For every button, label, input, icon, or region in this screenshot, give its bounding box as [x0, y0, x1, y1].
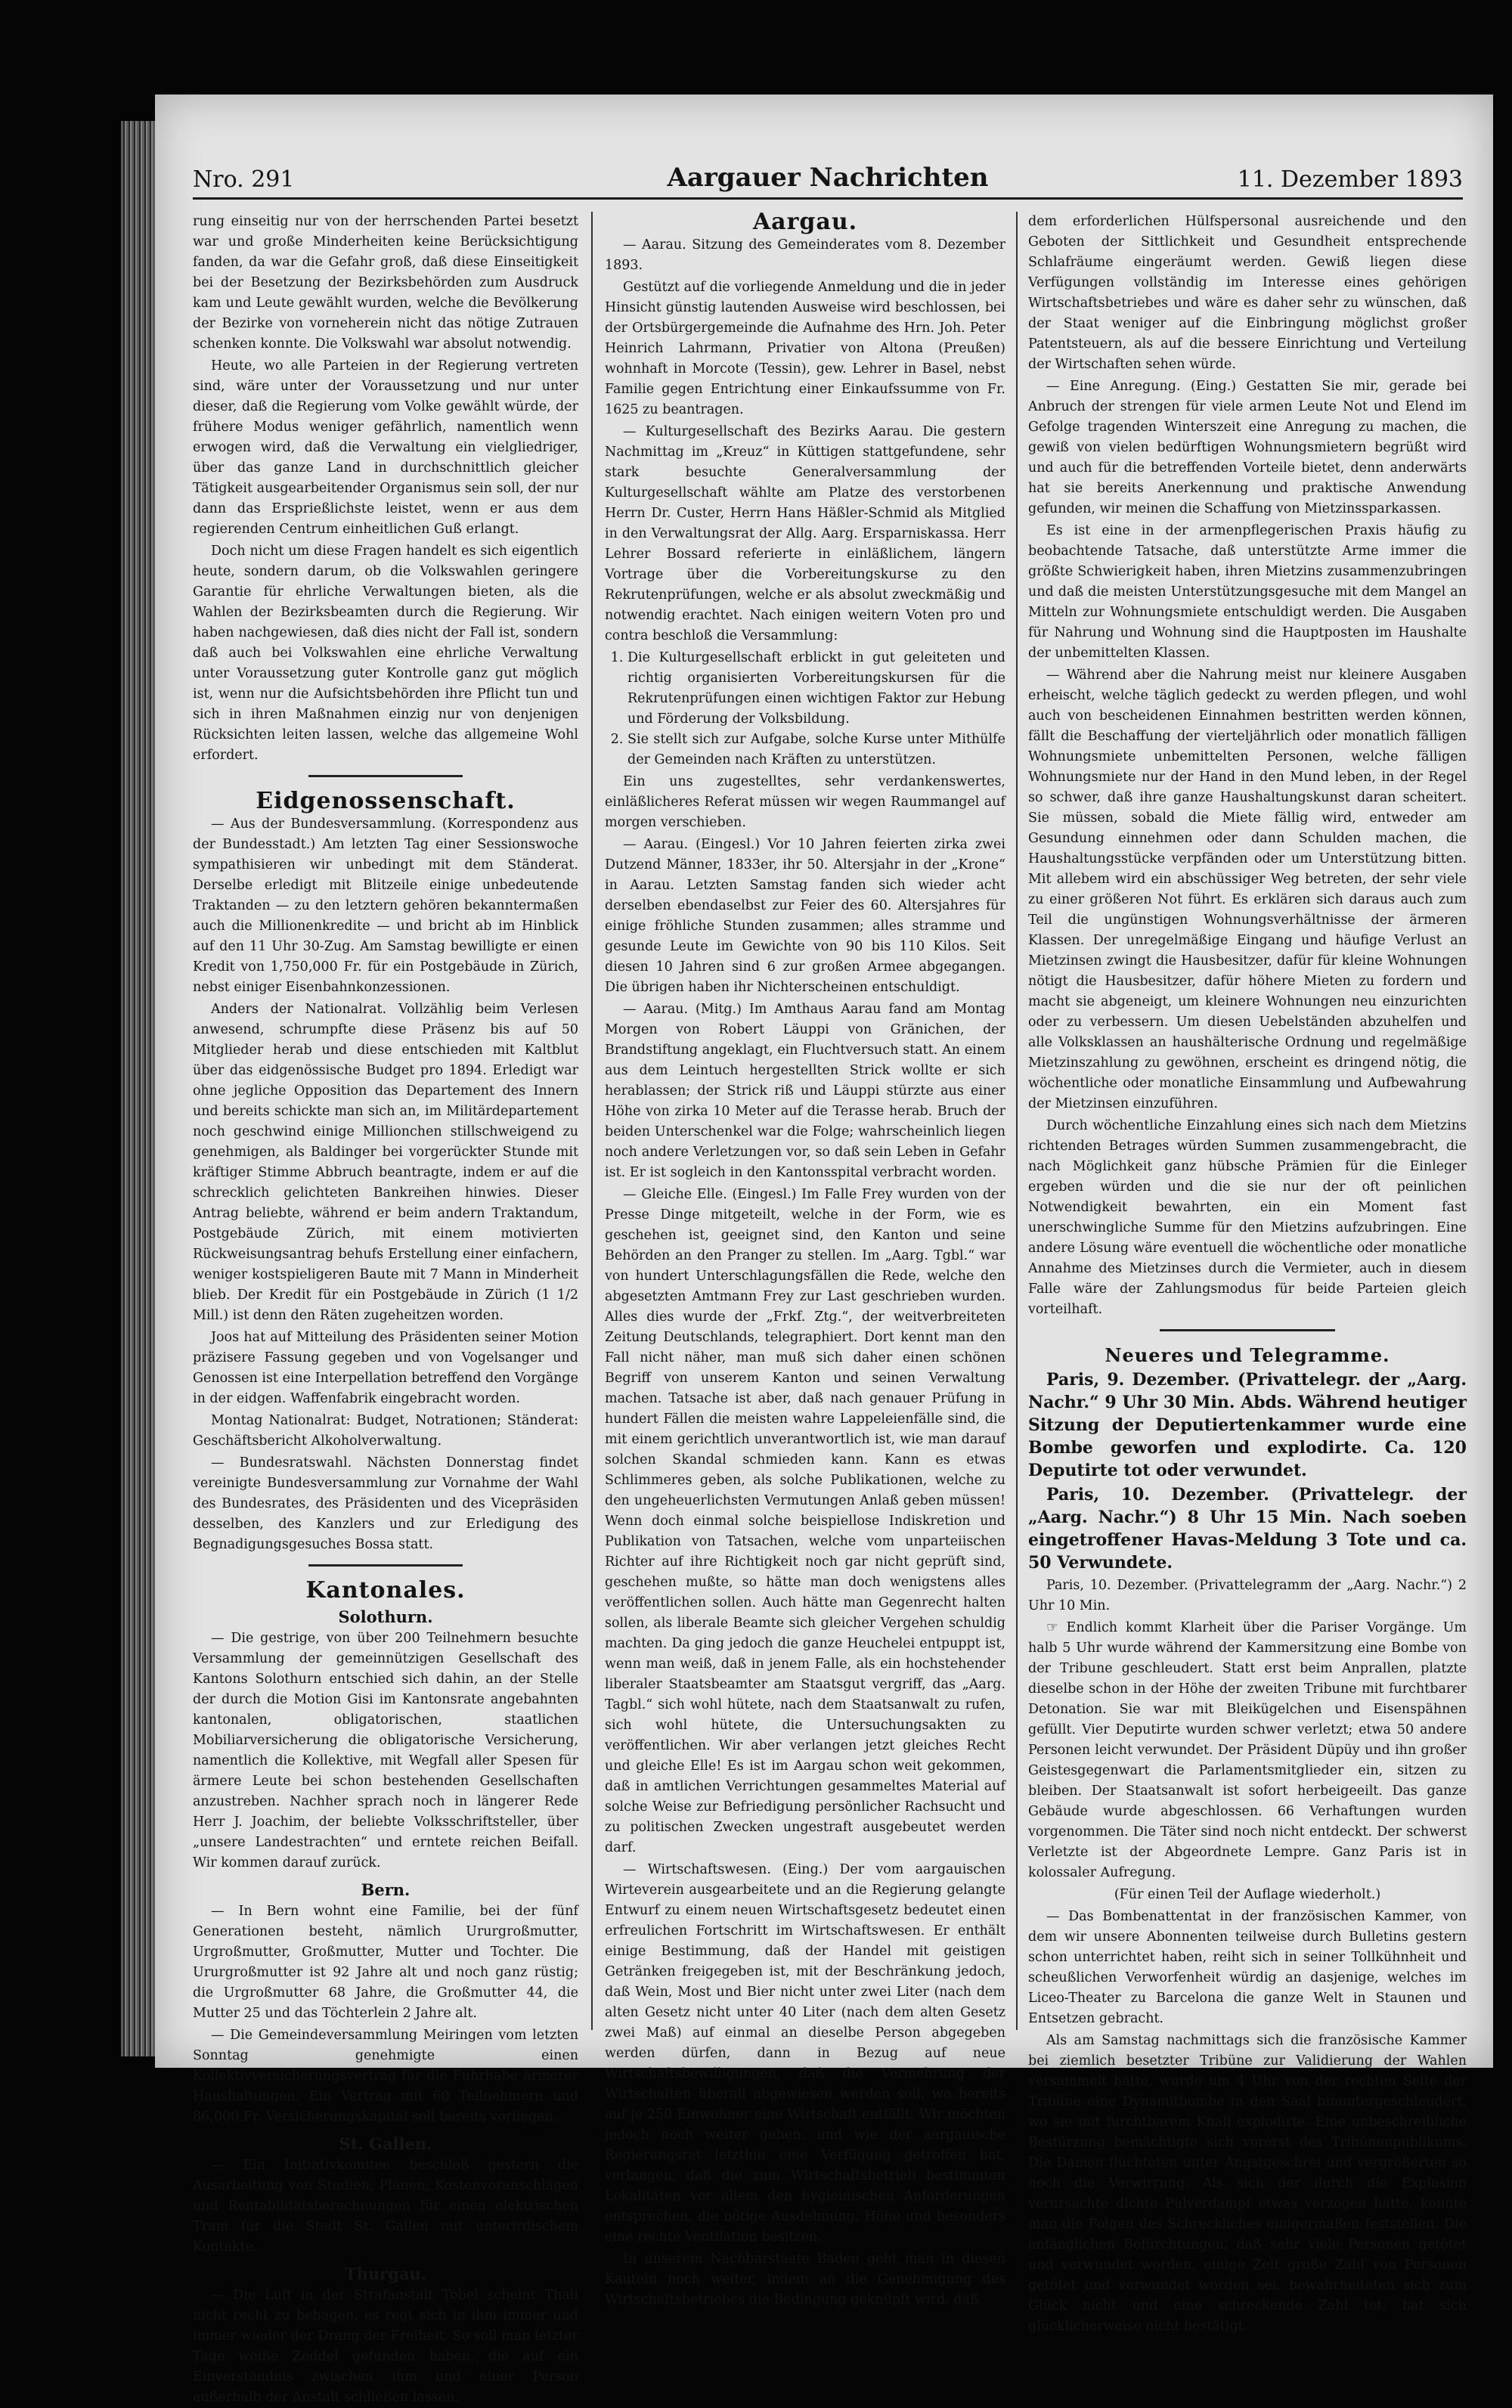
paragraph: — Wirtschaftswesen. (Eing.) Der vom aargauischen Wirteverein ausgearbeitete und an die Regierung gelangte Entwurf zu einem neuen Wirtschaftsgesetz bedeutet einen erfreulichen Fortschritt im Wirtschaftswesen. Er enthält einige Bestimmung, daß der Handel mit geistigen Getränken freigegeben ist, mit der Beschränkung jedoch, daß Wein, Most und Bier nicht unter zwei Liter (nach dem alten Gesetz nicht unter 40 Liter (nach dem alten Gesetz zwei Maß) auf einmal an dieselbe Person abgegeben werden dürfen, dann in Bezug auf neue Wirtschaftsbewilligungen, daß die Vermehrung der Wirtschaften überall abgewiesen werden soll, wo bereits auf je 250 Einwohner eine Wirtschaft entfällt. Wir möchten jedoch noch weiter gehen, und wie der aargauische Regierungsrat letzthin eine Verfügung getroffen hat, verlangen, daß die zum Wirtschaftsbetrieb bestimmten Lokalitäten vor allem den hygieinischen Anforderungen entsprechen, die nötige Ausdehnung, Höhe und besonders eine rechte Ventilation besitzen.	[605, 1862, 1005, 2245]
subsection-heading: St. Gallen.	[339, 2134, 432, 2153]
issue-date: 11. Dezember 1893	[1237, 166, 1463, 193]
paragraph: — Ein Initiativkomitee beschloß gestern die Ausarbeitung von Studien, Plänen, Kostenvoranschlägen und Rentabilitätsberechnungen für einen elektrischen Tram für die Stadt St. Gallen mit unterirdischem Kontakte.	[193, 2158, 578, 2255]
paragraph: Anders der Nationalrat. Vollzählig beim Verlesen anwesend, schrumpfte diese Präsenz bis auf 50 Mitglieder herab und diese entschieden mit Kaltblut über das eidgenössische Budget pro 1894. Erledigt war ohne jegliche Opposition das Departement des Innern und bereits schickte man sich an, im Militärdepartement noch geschwind einige Millionchen stillschweigend zu genehmigen, als Baldinger bei vorgerückter Stunde mit kräftiger Stimme Abbruch beantragte, indem er auf die schrecklich gelichteten Bankreihen hinwies. Dieser Antrag beliebte, während er beim andern Traktandum, Postgebäude Zürich, mit einem motivierten Rückweisungsantrag behufs Erstellung einer einfachern, weniger kostspieligeren Baute mit 7 Mann in Minderheit blieb. Der Kredit für ein Postgebäude in Zürich (1 1/2 Mill.) ist denn den Räten zugeheitzen worden.	[193, 1002, 578, 1323]
paragraph: Montag Nationalrat: Budget, Notrationen; Ständerat: Geschäftsbericht Alkoholverwaltung.	[193, 1413, 578, 1449]
paragraph: — Die Gemeindeversammlung Meiringen vom letzten Sonntag genehmigte einen Kollektivversicherungsvertrag für die Fuhrhabe ärmerer Haushaltungen. Ein Vertrag mit 60 Teilnehmern und 86,000 Fr. Versicherungskapital soll bereits vorliegen.	[193, 2028, 578, 2124]
paragraph: — Aus der Bundesversammlung. (Korrespondenz aus der Bundesstadt.) Am letzten Tag einer Sessionswoche sympathisieren wir unbedingt mit dem Ständerat. Derselbe erledigt mit Blitzeile einige unbedeutende Traktanden — zu den letztern gehören bekanntermaßen auch die Millionenkredite — und bricht ab im Hinblick auf den 11 Uhr 30-Zug. Am Samstag bewilligte er einen Kredit von 1,750,000 Fr. für ein Postgebäude in Zürich, nebst einiger Eisenbahnkonzessionen.	[193, 817, 578, 995]
telegram: Paris, 10. Dezember. (Privattelegr. der „Aarg. Nachr.“) 8 Uhr 15 Min. Nach soeben eingetroffener Havas-Meldung 3 Tote und ca. 50 Verwundete.	[1028, 1485, 1467, 1573]
paragraph: Durch wöchentliche Einzahlung eines sich nach dem Mietzins richtenden Betrages würden Summen zusammengebracht, die nach Möglichkeit ganz hübsche Prämien für die Einleger ergeben würden und die sie nur der oft peinlichen Notwendigkeit bewahrten, ein ein Moment fast unerschwingliche Summe für den Mietzins aufzubringen. Eine andere Lösung wäre eventuell die wöchentliche oder monatliche Annahme des Mietzinses durch die Vermieter, auch in diesem Falle wäre der Zahlungsmodus für beide Parteien gleich vorteilhaft.	[1028, 1118, 1467, 1317]
paragraph: Heute, wo alle Parteien in der Regierung vertreten sind, wäre unter der Voraussetzung und nur unter dieser, daß die Regierung vom Volke gewählt würde, der frühere Modus weniger gefährlich, namentlich wenn erwogen wird, daß die Verwaltung ein vielgliedriger, über das ganze Land in durchschnittlich gleicher Tätigkeit ausgearbeitender Organismus sein soll, der nur dann das Ersprießlichste leistet, wenn er aus dem regierenden Centrum einheitlichen Guß erlangt.	[193, 358, 578, 537]
paragraph: In unserem Nachbarstaate Baden geht man in diesen Kauteln noch weiter, indem an die Genehmigung des Wirtschaftsbetriebes die Bedingung geknüpft wird, daß	[605, 2251, 1005, 2307]
subsection-heading: Thurgau.	[344, 2264, 427, 2283]
paragraph: Es ist eine in der armenpflegerischen Praxis häufig zu beobachtende Tatsache, daß unterstützte Arme immer die größte Schwierigkeit haben, ihren Mietzins zusammenzubringen und daß die meisten Unterstützungsgesuche mit dem Mangel an Mitteln zur Wohnungsmiete entschuldigt werden. Die Ausgaben für Nahrung und Wohnung sind die Hauptposten im Haushalte der unbemittelten Klassen.	[1028, 523, 1467, 661]
paragraph: — Gleiche Elle. (Eingesl.) Im Falle Frey wurden von der Presse Dinge mitgeteilt, welche in der Form, wie es geschehen ist, geeignet sind, den Kanton und seine Behörden an den Pranger zu stellen. Im „Aarg. Tgbl.“ war von hundert Unterschlagungsfällen die Rede, welche den abgesetzten Amtmann Frey zur Last geschrieben wurden. Alles dies wurde der „Frkf. Ztg.“, der weitverbreiteten Zeitung Deutschlands, telegraphiert. Dort kennt man den Fall nicht näher, man muß sich daher einen schönen Begriff von unserem Kanton und seinen Verwaltung machen. Tatsache ist aber, daß nach genauer Prüfung in hundert Fällen die meisten wahre Lappeleienfälle sind, die mit einem gerichtlich unverantwortlich ist, wie man darauf solchen Skandal schmieden kann. Kann es etwas Schlimmeres geben, als solche Publikationen, welche zu den ungeheuerlichsten Vermutungen Anlaß geben müssen! Wenn doch einmal solche beispiellose Indiskretion und Publikation von Tatsachen, welche vom unparteiischen Richter auf ihre Richtigkeit noch gar nicht geprüft sind, geschehen mußte, so hätte man doch wenigstens alles veröffentlichen sollen. Auch hätte man Gegenrecht halten sollen, als liberale Beamte sich gleicher Vergehen schuldig machten. Da ging jedoch die ganze Heuchelei entpuppt ist, wenn man weiß, daß in jenem Falle, als ein hochstehender liberaler Staatsbeamter am Staatsgut vergriff, das „Aarg. Tagbl.“ sich wohl hütete, nach dem Staatsanwalt zu rufen, sich wohl hütete, die Untersuchungsakten zu veröffentlichen. Wir aber verlangen jetzt gleiches Recht und gleiche Elle! Es ist im Aargau schon weit gekommen, daß in amtlichen Verrichtungen gesammeltes Material auf solche Weise zur Befriedigung persönlicher Rachsucht und zu politischen Zwecken ungestraft ausgebeutet werden darf.	[605, 1187, 1005, 1855]
paragraph: — Das Bombenattentat in der französischen Kammer, von dem wir unsere Abonnenten teilweise durch Bulletins gestern schon unterrichtet haben, reiht sich in seiner Tollkühnheit und scheußlichen Verworfenheit würdig an dasjenige, welches im Liceo-Theater zu Barcelona die ganze Welt in Staunen und Entsetzen gebracht.	[1028, 1909, 1467, 2026]
paragraph: — Eine Anregung. (Eing.) Gestatten Sie mir, gerade bei Anbruch der strengen für viele armen Leute Not und Elend im Gefolge tragenden Winterszeit eine Anregung zu machen, die gewiß von vielen bedürftigen Wohnungsmietern begrüßt wird und auch für die betreffenden Vorteile bietet, denn anderwärts hat sie bereits Anerkennung und praktische Anwendung gefunden, wir meinen die Schaffung von Mietzinssparkassen.	[1028, 379, 1467, 516]
paragraph: — Aarau. (Mitg.) Im Amthaus Aarau fand am Montag Morgen von Robert Läuppi von Gränichen, der Brandstiftung angeklagt, ein Fluchtversuch statt. An einem aus dem Leintuch hergestellten Strick wollte er sich herablassen; der Strick riß und Läuppi stürzte aus einer Höhe von zirka 10 Meter auf die Terasse herab. Bruch der beiden Unterschenkel war die Folge; wahrscheinlich liegen noch andere Verletzungen vor, so daß sein Leben in Gefahr ist. Er ist sogleich in den Kantonsspital verbracht worden.	[605, 1002, 1005, 1180]
newspaper-title: Aargauer Nachrichten	[667, 163, 989, 193]
paragraph: — Aarau. (Eingesl.) Vor 10 Jahren feierten zirka zwei Dutzend Männer, 1833er, ihr 50. Altersjahr in der „Krone“ in Aarau. Letzten Samstag fanden sich wieder acht derselben ebendaselbst zur Feier des 60. Altersjahres für einige fröhliche Stunden zusammen; alles stramme und gesunde Leute im Gewichte von 90 bis 110 Kilos. Seit diesen 10 Jahren sind 6 zur großen Armee abgegangen. Die übrigen haben ihr Nichterscheinen entschuldigt.	[605, 837, 1005, 995]
issue-number: Nro. 291	[193, 166, 295, 193]
paragraph: — Aarau. Sitzung des Gemeinderates vom 8. Dezember 1893.	[605, 237, 1005, 273]
list-item: 1. Die Kulturgesellschaft erblickt in gut geleiteten und richtig organisierten Vorbereitungskursen für die Rekrutenprüfungen einen wichtigen Faktor zur Hebung und Förderung der Volksbildung.	[627, 648, 1005, 730]
paragraph: — Kulturgesellschaft des Bezirks Aarau. Die gestern Nachmittag im „Kreuz“ in Küttigen stattgefundene, sehr stark besuchte Generalversammlung der Kulturgesellschaft wählte am Platze des verstorbenen Herrn Dr. Custer, Herrn Hans Häßler-Schmid als Mitglied in den Verwaltungsrat der Allg. Aarg. Ersparniskassa. Herr Lehrer Bossard referierte in einläßlichem, längern Vortrage über die Vorbereitungskurse zu den Rekrutenprüfungen, welche er als absolut zweckmäßig und notwendig erachtet. Nach einigen weitern Voten pro und contra beschloß die Versammlung:	[605, 424, 1005, 643]
paragraph: — Die gestrige, von über 200 Teilnehmern besuchte Versammlung der gemeinnützigen Gesellschaft des Kantons Solothurn entschied sich dahin, an der Stelle der durch die Motion Gisi im Kantonsrate angebahnten kantonalen, obligatorischen, staatlichen Mobiliarversicherung die obligatorische Versicherung, namentlich die Kollektive, mit Wegfall aller Spesen für ärmere Leute bei schon bestehenden Gesellschaften anzustreben. Nachher sprach noch in längerer Rede Herr J. Joachim, der beliebte Volksschriftsteller, über „unsere Landestrachten“ und erntete reichen Beifall. Wir kommen darauf zurück.	[193, 1631, 578, 1870]
section-heading: Aargau.	[752, 209, 858, 235]
telegram: Paris, 9. Dezember. (Privattelegr. der „Aarg. Nachr.“ 9 Uhr 30 Min. Abds. Während heutiger Sitzung der Deputiertenkammer wurde eine Bombe geworfen und explodirte. Ca. 120 Deputirte tot oder verwundet.	[1028, 1370, 1467, 1480]
section-heading: Eidgenossenschaft.	[256, 788, 516, 814]
newspaper-page	[155, 95, 1493, 2405]
section-heading: Neueres und Telegramme.	[1105, 1344, 1390, 1366]
separator	[308, 1564, 463, 1567]
masthead	[193, 155, 1463, 200]
paragraph: Doch nicht um diese Fragen handelt es sich eigentlich heute, sondern darum, ob die Volkswahlen geringere Garantie für ehrliche Verwaltungen bieten, als die Wahlen der Bezirksbeamten durch die Regierung. Wir haben nachgewiesen, daß dies nicht der Fall ist, sondern daß auch bei Volkswahlen eine ehrliche Verwaltung unter Voraussetzung guter Kontrolle ganz gut möglich ist, wenn nur die Aufsichtsbehörden ihre Pflicht tun und sich in ihren Maßnahmen einzig nur von denjenigen Rücksichten leiten lassen, welche das allgemeine Wohl erfordert.	[193, 544, 578, 763]
paragraph: Als am Samstag nachmittags sich die französische Kammer bei ziemlich besetzter Tribüne zur Validierung der Wahlen versammelt hatte, wurde um 4 Uhr von der rechten Seite der Tribüne eine Dynamitbombe in den Saal hinuntergeschleudert, wo sie mit furchtbarem Knall explodirte. Eine unbeschreibliche Bestürzung bemächtigte sich vorerst des Tribünenpublikums. Die Damen flüchteten unter Angstgeschrei und vergrößerten so noch die Verwirrung. Als sich der durch die Explosion verursachte dichte Pulverdampf etwas verzogen hatte, konnte man die Folgen des Schreckliches einigermaßen feststellen. Die anfänglichen Befürchtungen, daß sehr viele Personen getötet und verwundet worden, einige Zeit große Zahl von Personen getötet und verwundet worden sei, bewahrheiteten sich zum Glück nicht und eine schreckende Zahl tot, hat sich glücklicherweise nicht bestätigt.	[1028, 2033, 1467, 2334]
page-stack-edges	[121, 121, 157, 2056]
paragraph: — Während aber die Nahrung meist nur kleinere Ausgaben erheischt, welche täglich gedeckt zu werden pflegen, und wohl auch von bescheidenen Einnahmen bestritten werden können, fällt die Beschaffung der vierteljährlich oder monatlich fälligen Wohnungsmiete unbemittelten Personen, welche fälligen Wohnungsmiete nur der Hand in den Mund leben, in der Regel so schwer, daß ihre ganze Haushaltungskunst daran scheitert. Sie müssen, sobald die Miete fällig wird, entweder am Gesundung einnehmen oder dann Schulden machen, die Haushaltungsstücke verpfänden oder um Unterstützung bitten. Mit allebem wird ein abschüssiger Weg betreten, der sehr viele zu einer größeren Not führt. Es erklären sich daraus auch zum Teil die ungünstigen Wohnungsverhältnisse der ärmeren Klassen. Der unregelmäßige Eingang und häufige Verlust an Mietzinsen zwingt die Hausbesitzer, dafür für kleine Wohnungen nötigt die Hausbesitzer, dafür höhere Mieten zu fordern und macht sie abgeneigt, um kleinere Wohnungen neu einzurichten oder zu verbessern. Um diesen Uebelständen abzuhelfen und alle Volksklassen an haushälterische Ordnung und regelmäßige Mietzinszahlung zu gewöhnen, erscheint es dringend nötig, die wöchentliche oder monatliche Einsammlung und Aufbewahrung der Mietzinsen einzuführen.	[1028, 668, 1467, 1111]
section-heading: Kantonales.	[305, 1577, 466, 1604]
separator	[1160, 1329, 1335, 1331]
paragraph: — Bundesratswahl. Nächsten Donnerstag findet vereinigte Bundesversammlung zur Vornahme der Wahl des Bundesrates, des Präsidenten und des Vicepräsiden desselben, des Kanzlers und zur Erledigung des Begnadigungsgesuches Bossa statt.	[193, 1455, 578, 1552]
column-3	[1028, 212, 1467, 2334]
list-item: 2. Sie stellt sich zur Aufgabe, solche Kurse unter Mithülfe der Gemeinden nach Kräften zu unterstützen.	[627, 730, 1005, 770]
paragraph: Ein uns zugestelltes, sehr verdankenswertes, einläßlicheres Referat müssen wir wegen Raummangel auf morgen verschieben.	[605, 774, 1005, 830]
subsection-heading: Solothurn.	[338, 1607, 433, 1626]
resolution-list	[605, 648, 1005, 770]
paragraph: rung einseitig nur von der herrschenden Partei besetzt war und große Minderheiten keine Berücksichtigung fanden, da war die Gefahr groß, daß diese Einseitigkeit bei der Besetzung der Bezirksbehörden zum Ausdruck kam und Leute gewählt wurden, welche die Bevölkerung der Bezirke von vorneherein nicht das nötige Zutrauen schenken konnte. Die Volkswahl war absolut notwendig.	[193, 214, 578, 352]
paragraph: Paris, 10. Dezember. (Privattelegramm der „Aarg. Nachr.“) 2 Uhr 10 Min.	[1028, 1578, 1467, 1613]
separator	[308, 775, 463, 777]
subsection-heading: Bern.	[361, 1880, 411, 1899]
paragraph: Gestützt auf die vorliegende Anmeldung und die in jeder Hinsicht günstig lautenden Ausweise wird beschlossen, bei der Ortsbürgergemeinde die Aufnahme des Hrn. Joh. Peter Heinrich Lahrmann, Privatier von Altona (Preußen) wohnhaft in Morcote (Tessin), gew. Lehrer in Basel, nebst Familie gegen Entrichtung einer Einkaufssumme von Fr. 1625 zu beantragen.	[605, 280, 1005, 417]
column-1	[193, 212, 578, 2405]
paragraph: (Für einen Teil der Auflage wiederholt.)	[1114, 1887, 1381, 1902]
paragraph: ☞ Endlich kommt Klarheit über die Pariser Vorgänge. Um halb 5 Uhr wurde während der Kammersitzung eine Bombe von der Tribune geschleudert. Statt erst beim Anprallen, platzte dieselbe schon in der Höhe der zweiten Tribune mit furchtbarer Detonation. Sie war mit Bleikügelchen und Eisenspähnen gefüllt. Vier Deputirte wurden schwer verletzt; etwa 50 andere Personen leicht verwundet. Der Präsident Düpüy und ihn großer Geistesgegenwart die Parlamentsmitglieder ein, sitzen zu bleiben. Der Staatsanwalt ist sofort herbeigeeilt. Das ganze Gebäude wurde abgeschlossen. 66 Verhaftungen wurden vorgenommen. Die Täter sind noch nicht entdeckt. Der schwerst Verletzte ist der Abgeordnete Lempre. Ganz Paris ist in kolossaler Aufregung.	[1028, 1620, 1467, 1880]
paragraph: — In Bern wohnt eine Familie, bei der fünf Generationen besteht, nämlich Ururgroßmutter, Urgroßmutter, Großmutter, Mutter und Tochter. Die Ururgroßmutter ist 92 Jahre alt und noch ganz rüstig; die Urgroßmutter 68 Jahre, die Großmutter 44, die Mutter 25 und das Töchterlein 2 Jahre alt.	[193, 1904, 578, 2021]
paragraph: dem erforderlichen Hülfspersonal ausreichende und den Geboten der Sittlichkeit und Gesundheit entsprechende Schlafräume eingeräumt werden. Gewiß liegen diese Verfügungen vollständig im Interesse eines gehörigen Wirtschaftsbetriebes und wäre es daher sehr zu wünschen, daß der Staat weniger auf die Einbringung möglichst großer Patentsteuern, als auf die bessere Einrichtung und Verteilung der Wirtschaften sehen würde.	[1028, 214, 1467, 372]
column-divider	[1016, 212, 1018, 2030]
article-columns	[193, 209, 1467, 2405]
paragraph: — Die Luft in der Strafanstalt Tobel scheint Thali nicht recht zu behagen, es regt sich in ihm immer und immer wieder der Drang der Freiheit. So soll man letzter Tage weiße Zeddel gefunden haben, die auf ein Einverständnis zwischen ihm und einer Person außerhalb der Anstalt schließen lassen.	[193, 2288, 578, 2405]
column-2	[605, 209, 1005, 2307]
column-divider	[591, 212, 593, 2030]
paragraph: Joos hat auf Mitteilung des Präsidenten seiner Motion präzisere Fassung gegeben und von Vogelsanger und Genossen ist eine Interpellation betreffend den Vorgänge in der eidgen. Waffenfabrik eingebracht worden.	[193, 1330, 578, 1406]
